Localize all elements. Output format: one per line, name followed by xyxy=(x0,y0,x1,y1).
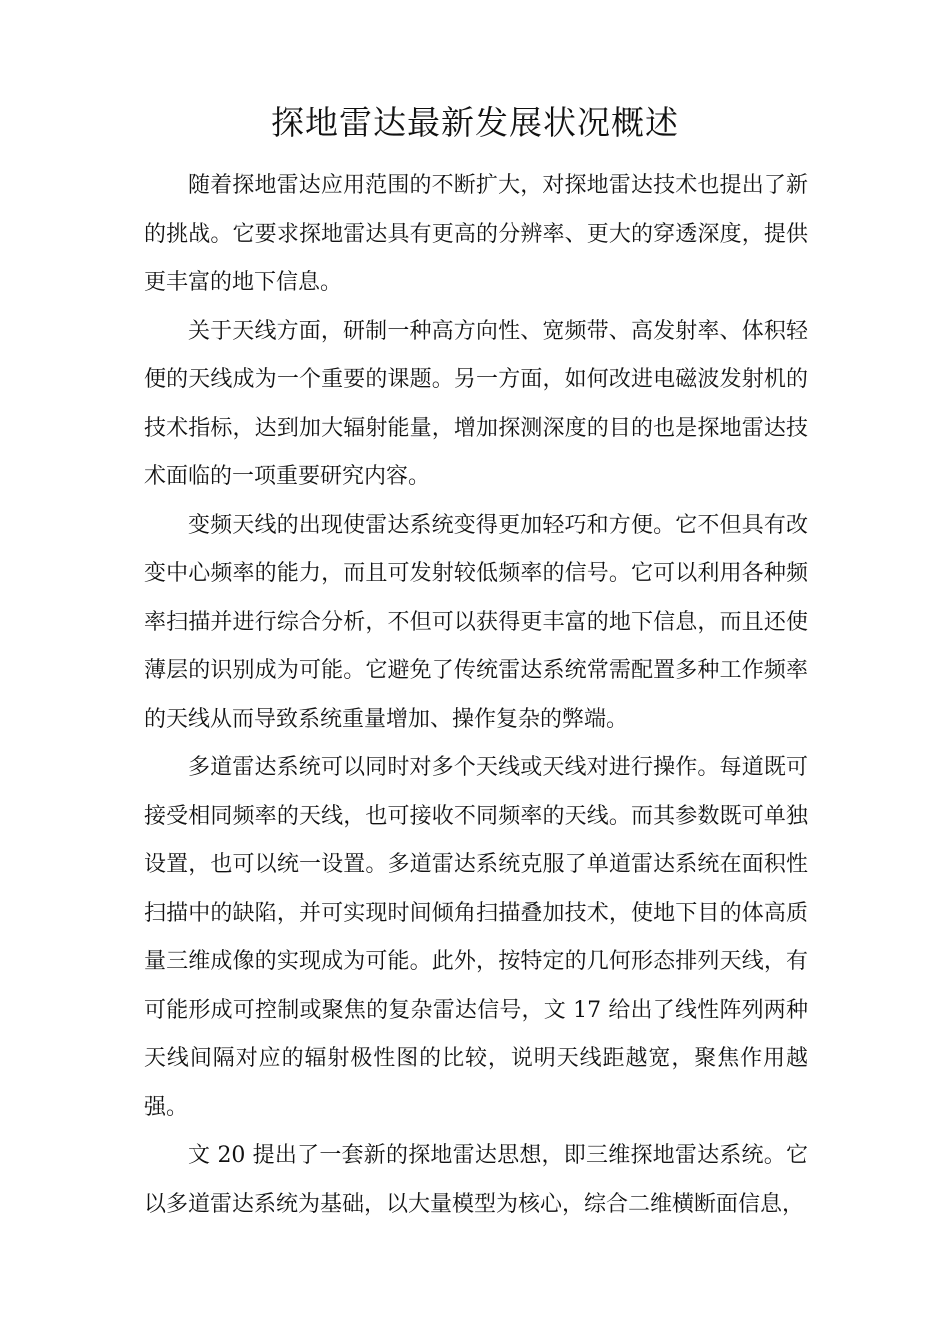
paragraph-1: 随着探地雷达应用范围的不断扩大，对探地雷达技术也提出了新的挑战。它要求探地雷达具有更高的分辨率、更大的穿透深度，提供更丰富的地下信息。 xyxy=(144,173,808,295)
document-body xyxy=(144,162,808,1229)
paragraph-5: 文 20 提出了一套新的探地雷达思想，即三维探地雷达系统。它以多道雷达系统为基础，以大量模型为核心，综合二维横断面信息， xyxy=(144,1143,808,1217)
paragraph-4: 多道雷达系统可以同时对多个天线或天线对进行操作。每道既可接受相同频率的天线，也可接收不同频率的天线。而其参数既可单独设置，也可以统一设置。多道雷达系统克服了单道雷达系统在面积性扫描中的缺陷，并可实现时间倾角扫描叠加技术，使地下目的体高质量三维成像的实现成为可能。此外，按特定的几何形态排列天线，有可能形成可控制或聚焦的复杂雷达信号，文 17 给出了线性阵列两种天线间隔对应的辐射极性图的比较，说明天线距越宽，聚焦作用越强。 xyxy=(144,755,808,1120)
paragraph-2: 关于天线方面，研制一种高方向性、宽频带、高发射率、体积轻便的天线成为一个重要的课题。另一方面，如何改进电磁波发射机的技术指标，达到加大辐射能量，增加探测深度的目的也是探地雷达技术面临的一项重要研究内容。 xyxy=(144,318,808,489)
document-title: 探地雷达最新发展状况概述 xyxy=(271,103,679,142)
paragraph-3: 变频天线的出现使雷达系统变得更加轻巧和方便。它不但具有改变中心频率的能力，而且可发射较低频率的信号。它可以利用各种频率扫描并进行综合分析，不但可以获得更丰富的地下信息，而且还使薄层的识别成为可能。它避免了传统雷达系统常需配置多种工作频率的天线从而导致系统重量增加、操作复杂的弊端。 xyxy=(144,512,808,732)
